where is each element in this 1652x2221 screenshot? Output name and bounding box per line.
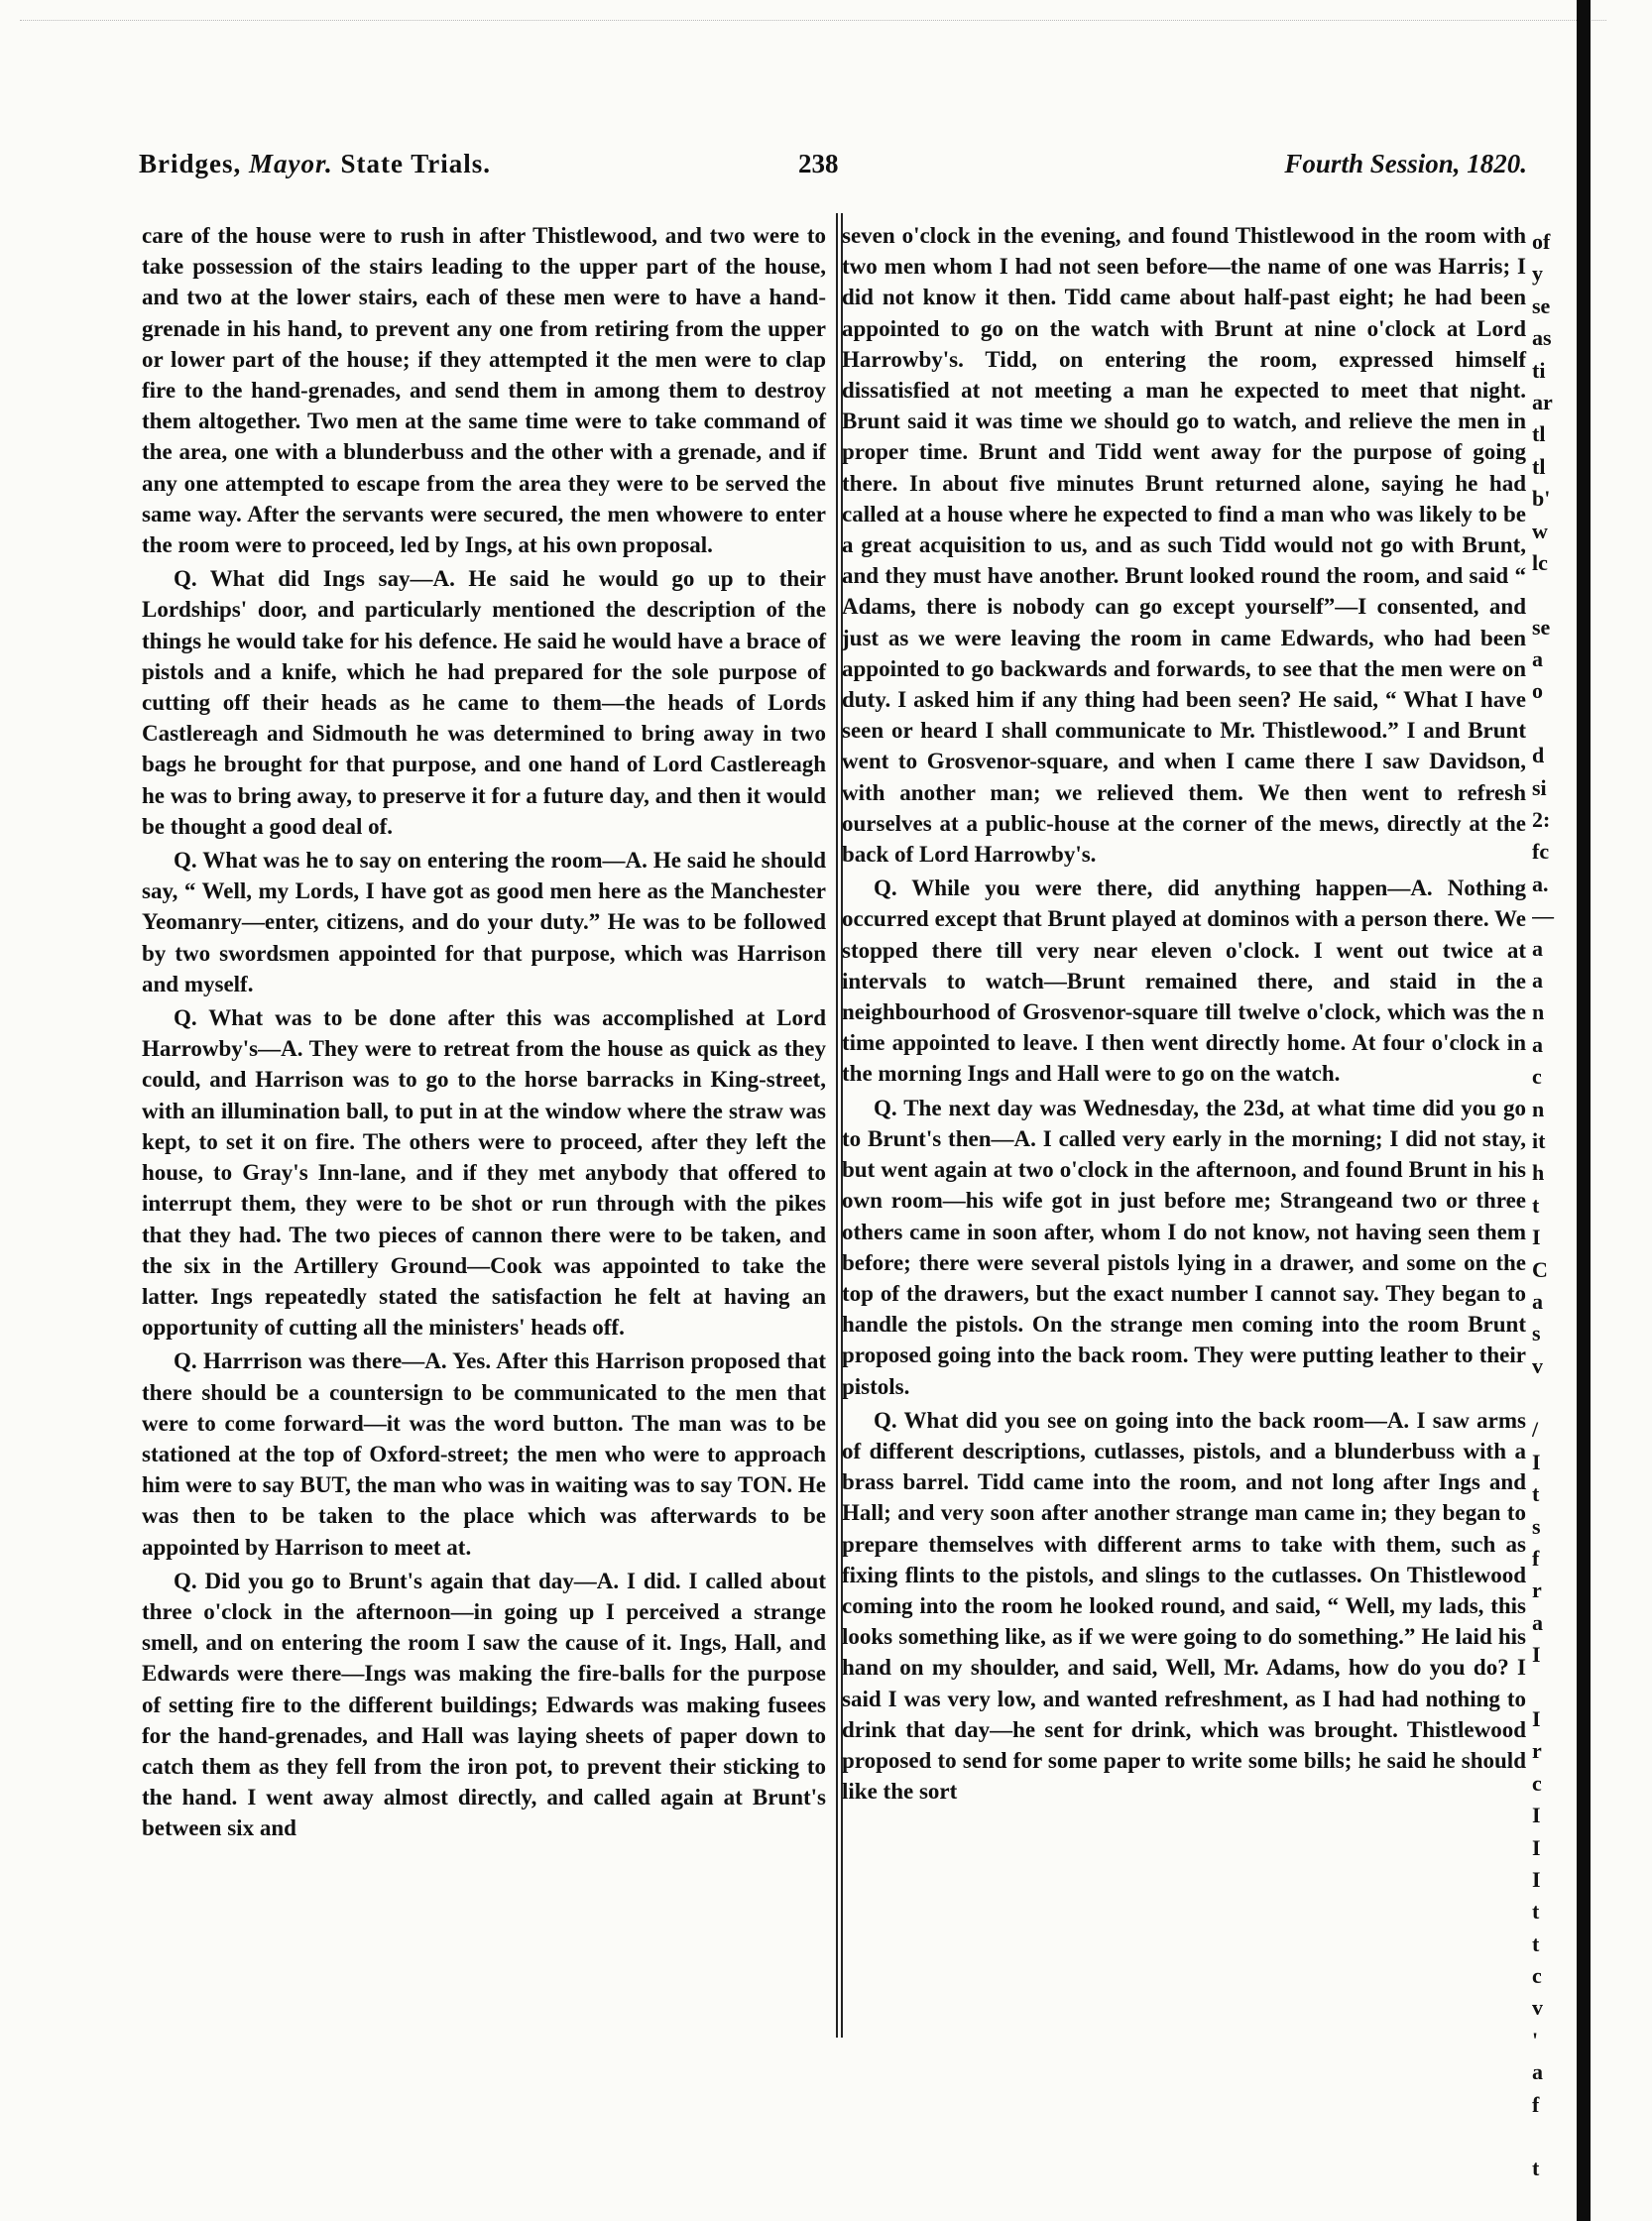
header-left [139,149,491,179]
edge-fragment: / [1532,1417,1539,1443]
paragraph: Q. What was he to say on entering the room—A. He said he should say, “ Well, my Lords, I have got as good men here as the Manchester Yeomanry—enter, citizens, and do your duty.” He was to be followed by two swordsmen appointed for that purpose, which was Harrison and myself. [142,848,826,996]
edge-fragment: t [1532,1930,1540,1956]
edge-fragment: I [1532,1705,1541,1731]
edge-fragment: c [1532,1064,1542,1090]
edge-fragment [1532,2121,1572,2153]
edge-fragment: I [1532,1866,1541,1892]
edge-fragment: fc [1532,839,1550,865]
edge-fragment: C [1532,1256,1548,1282]
edge-fragment: I [1532,1449,1541,1474]
page-number: 238 [798,149,839,178]
edge-fragment: a [1532,1288,1543,1314]
edge-fragment: a. [1532,871,1549,896]
edge-fragment: s [1532,1513,1541,1539]
edge-fragment: — [1532,903,1554,929]
edge-fragment: v [1532,1995,1543,2021]
edge-fragment: I [1532,1834,1541,1860]
edge-fragment: se [1532,292,1551,318]
edge-fragment: si [1532,774,1547,800]
edge-fragment: tl [1532,453,1546,479]
adjacent-page-fragments [1532,226,1572,2185]
right-column [842,220,1526,1807]
paragraph: seven o'clock in the evening, and found Thistlewood in the room with two men whom I had not seen before—the name of one was Harris; I did not know it then. Tidd came about half-past eight; he had been appointed to go on the watch with Brunt at nine o'clock at Lord Harrowby's. Tidd, on entering the room, expressed himself dissatisfied at not meeting a man he expected to meet that night. Brunt said it was time we should go to watch, and relieve the men in proper time. Brunt and Tidd went away for the purpose of going there. In about five minutes Brunt returned alone, saying he had called at a house where he expected to find a man who was likely to be a great acquisition to us, and as such Tidd would not go with Brunt, and they must have another. Brunt looked round the room, and said “ Adams, there is nobody can go except yourself”—I consented, and just as we were leaving the room in came Edwards, who had been appointed to go backwards and forwards, to see that the men were on duty. I asked him if any thing had been seen? He said, “ What I have seen or heard I shall communicate to Mr. Thistlewood.” I and Brunt went to Grosvenor-square, and when I came there I saw Davidson, with another man; we relieved them. We then went to refresh ourselves at a public-house at the corner of the mews, directly at the back of Lord Harrowby's. [842,223,1526,868]
edge-fragment: o [1532,678,1543,704]
edge-fragment: a [1532,935,1543,961]
edge-fragment: v [1532,1352,1543,1378]
header-role: Mayor. [249,149,333,178]
left-column [142,220,826,1844]
edge-fragment: r [1532,1578,1542,1603]
edge-fragment: as [1532,325,1552,351]
edge-fragment: t [1532,2156,1540,2181]
edge-fragment: of [1532,229,1551,254]
page-gutter-shadow [1577,0,1591,2221]
edge-fragment: a [1532,1031,1543,1057]
paragraph: Q. What did Ings say—A. He said he would go up to their Lordships' door, and particularly mentioned the description of the things he would take for his defence. He said he would have a brace of pistols and a knife, which he had prepared for the sole purpose of cutting off their heads as he came to them—the heads of Lords Castlereagh and Sidmouth he was determined to bring away in two bags he brought for that purpose, and one hand of Lord Castlereagh he was to bring away, to preserve it for a future day, and then it would be thought a good deal of. [142,566,826,839]
edge-fragment [1532,708,1572,740]
edge-fragment: r [1532,1738,1542,1764]
edge-fragment [1532,1672,1572,1703]
edge-fragment: c [1532,1963,1542,1989]
edge-fragment: f [1532,2091,1540,2117]
edge-fragment: d [1532,743,1545,768]
page-top-speckle [20,20,1606,41]
edge-fragment: n [1532,1096,1545,1121]
edge-fragment: c [1532,1770,1542,1796]
header-title: State Trials. [340,149,492,178]
edge-fragment: lc [1532,549,1548,575]
edge-fragment: a [1532,967,1543,993]
edge-fragment: I [1532,1803,1541,1828]
edge-fragment [1532,579,1572,611]
paragraph: Q. Did you go to Brunt's again that day—A. I did. I called about three o'clock in the afternoon—in going up I perceived a strange smell, and on entering the room I saw the cause of it. Ings, Hall, and Edwards were there—Ings was making the fire-balls for the purpose of setting fire to the different buildings; Edwards was making fusees for the hand-grenades, and Hall was laying sheets of paper down to catch them as they fell from the iron pot, to prevent their sticking to the hand. I went away almost directly, and called again at Brunt's between six and [142,1568,826,1841]
edge-fragment: t [1532,1192,1540,1218]
paragraph: Q. Harrrison was there—A. Yes. After this Harrison proposed that there should be a countersign to be communicated to the men that were to come forward—it was the word button. The man was to be stationed at the top of Oxford-street; the men who were to approach him were to say BUT, the man who was in waiting was to say TON. He was then to be taken to the place which was afterwards to be appointed by Harrison to meet at. [142,1348,826,1560]
header-right: Fourth Session, 1820. [1284,149,1527,178]
header-name: Bridges, [139,149,242,178]
edge-fragment: ' [1532,2027,1539,2052]
edge-fragment: s [1532,1321,1541,1346]
edge-fragment: w [1532,518,1548,543]
edge-fragment: tl [1532,421,1546,447]
edge-fragment: t [1532,1481,1540,1507]
paragraph: Q. What did you see on going into the back room—A. I saw arms of different descriptions, cutlasses, pistols, and a blunderbuss with a brass barrel. Tidd came into the room, and not long after Ings and Hall; and very soon after another strange man came in; they began to prepare themselves with different arms to take with them, such as fixing flints to the pistols, and slings to the cutlasses. On Thistlewood coming into the room he looked round, and said, “ Well, my lads, this looks something like, as if we were going to do something.” He laid his hand on my shoulder, and said, Well, Mr. Adams, how do you do? I said I was very low, and wanted refreshment, as I had had nothing to drink that day—he sent for drink, which was brought. Thistlewood proposed to send for some paper to write some bills; he said he should like the sort [842,1407,1526,1805]
edge-fragment: ti [1532,357,1546,383]
edge-fragment: I [1532,1225,1541,1250]
edge-fragment: se [1532,614,1551,640]
paragraph: Q. The next day was Wednesday, the 23d, at what time did you go to Brunt's then—A. I called very early in the morning; I did not stay, but went again at two o'clock in the afternoon, and found Brunt in his own room—his wife got in just before me; Strangeand two or three others came in soon after, whom I do not know, not having seen them before; there were several pistols lying in a drawer, and some on the top of the drawers, but the exact number I cannot say. They began to handle the pistols. On the strange men coming into the room Brunt proposed going into the back room. They were putting leather to their pistols. [842,1095,1526,1399]
edge-fragment: a [1532,1609,1543,1635]
edge-fragment: I [1532,1642,1541,1668]
paragraph: Q. While you were there, did anything happen—A. Nothing occurred except that Brunt played at dominos with a person there. We stopped there till very near eleven o'clock. I went out twice at intervals to watch—Brunt remained there, and staid in the neighbourhood of Grosvenor-square till twelve o'clock, which was the time appointed to leave. I then went directly home. At four o'clock in the morning Ings and Hall were to go on the watch. [842,876,1526,1087]
edge-fragment: y [1532,261,1543,287]
edge-fragment: b' [1532,486,1551,512]
edge-fragment: a [1532,2059,1543,2085]
edge-fragment: h [1532,1160,1545,1186]
edge-fragment: 2: [1532,807,1551,833]
edge-fragment [1532,1382,1572,1414]
edge-fragment: t [1532,1899,1540,1925]
edge-fragment: f [1532,1546,1540,1572]
edge-fragment: it [1532,1127,1546,1153]
running-header [139,149,1527,188]
edge-fragment: a [1532,646,1543,672]
edge-fragment: ar [1532,389,1553,414]
paragraph: care of the house were to rush in after Thistlewood, and two were to take possession of the stairs leading to the upper part of the house, and two at the lower stairs, each of these men were to have a hand-grenade in his hand, to prevent any one from retiring from the upper or lower part of the house; if they attempted it the men were to clap fire to the hand-grenades, and send them in among them to destroy them altogether. Two men at the same time were to take command of the area, one with a blunderbuss and the other with a grenade, and if any one attempted to escape from the area they were to be served the same way. After the servants were secured, the men whowere to enter the room were to proceed, led by Ings, at his own proposal. [142,223,826,558]
edge-fragment: n [1532,999,1545,1025]
paragraph: Q. What was to be done after this was accomplished at Lord Harrowby's—A. They were to retreat from the house as quick as they could, and Harrison was to go to the horse barracks in King-street, with an illumination ball, to put in at the window where the straw was kept, to set it on fire. The others were to proceed, after they left the house, to Gray's Inn-lane, and if they met anybody that offered to interrupt them, they were to be shot or run through with the pikes that they had. The two pieces of cannon there were to be taken, and the six in the Artillery Ground—Cook was appointed to take the latter. Ings repeatedly stated the satisfaction he felt at having an opportunity of cutting all the ministers' heads off. [142,1005,826,1341]
